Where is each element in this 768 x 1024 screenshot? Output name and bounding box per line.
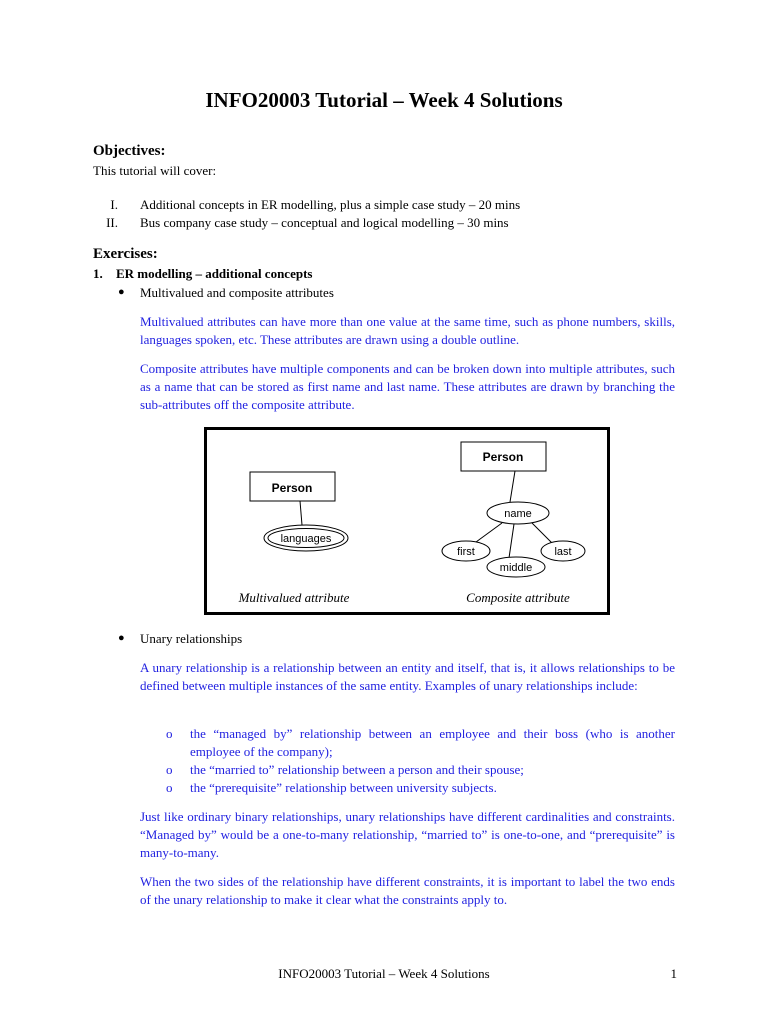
bullet-icon: ● bbox=[118, 632, 125, 644]
multivalued-caption: Multivalued attribute bbox=[238, 590, 350, 605]
objective-number: I. bbox=[110, 197, 118, 212]
bullet-icon: ● bbox=[118, 286, 125, 298]
name-attribute-label: name bbox=[504, 508, 532, 520]
person-entity-label-right: Person bbox=[482, 450, 524, 464]
person-entity-label: Person bbox=[271, 481, 313, 495]
exercises-heading: Exercises: bbox=[93, 246, 158, 262]
section-title: ER modelling – additional concepts bbox=[116, 266, 313, 281]
middle-sub-label: middle bbox=[499, 562, 533, 574]
sub-bullet-icon: o bbox=[166, 780, 173, 795]
composite-caption: Composite attribute bbox=[466, 590, 570, 605]
objective-text: Additional concepts in ER modelling, plus a simple case study – 20 mins bbox=[140, 197, 521, 212]
example-item: the “prerequisite” relationship between university subjects. bbox=[190, 780, 497, 795]
sub-bullet-icon: o bbox=[166, 762, 173, 777]
objectives-heading: Objectives: bbox=[93, 143, 166, 159]
cardinality-paragraph: Just like ordinary binary relationships, unary relationships have different cardinalities and constraints. “Managed by” would be a one-to-many relationship, “married to” is one-to-one, and “prerequisite” is many-to-many. bbox=[140, 809, 675, 860]
languages-attribute-label: languages bbox=[280, 533, 332, 545]
objective-number: II. bbox=[106, 215, 118, 230]
diagram-border bbox=[206, 429, 609, 614]
example-item: the “married to” relationship between a person and their spouse; bbox=[190, 762, 524, 777]
objective-text: Bus company case study – conceptual and logical modelling – 30 mins bbox=[140, 215, 509, 230]
sub-bullet-icon: o bbox=[166, 726, 173, 741]
footer-text: INFO20003 Tutorial – Week 4 Solutions bbox=[278, 966, 490, 981]
unary-paragraph: A unary relationship is a relationship between an entity and itself, that is, it allows relationships to be defined between multiple instances of the same entity. Examples of unary relationships include: bbox=[140, 660, 675, 693]
first-sub-label: first bbox=[457, 546, 475, 558]
objectives-intro: This tutorial will cover: bbox=[93, 163, 217, 178]
section-number: 1. bbox=[93, 266, 103, 281]
document-title: INFO20003 Tutorial – Week 4 Solutions bbox=[205, 88, 563, 112]
er-diagram bbox=[204, 427, 610, 615]
label-paragraph: When the two sides of the relationship have different constraints, it is important to label the two ends of the unary relationship to make it clear what the constraints apply to. bbox=[140, 874, 675, 907]
multivalued-paragraph: Multivalued attributes can have more than one value at the same time, such as phone numbers, skills, languages spoken, etc. These attributes are drawn using a double outline. bbox=[140, 314, 675, 347]
example-item: the “managed by” relationship between an employee and their boss (who is another employee of the company); bbox=[190, 726, 675, 759]
composite-paragraph: Composite attributes have multiple components and can be broken down into multiple attributes, such as a name that can be stored as first name and last name. These attributes are drawn by branching the sub-attributes off the composite attribute. bbox=[140, 361, 675, 412]
page-number: 1 bbox=[670, 966, 677, 981]
last-sub-label: last bbox=[554, 546, 572, 558]
bullet-text: Unary relationships bbox=[140, 631, 243, 646]
bullet-text: Multivalued and composite attributes bbox=[140, 285, 334, 300]
